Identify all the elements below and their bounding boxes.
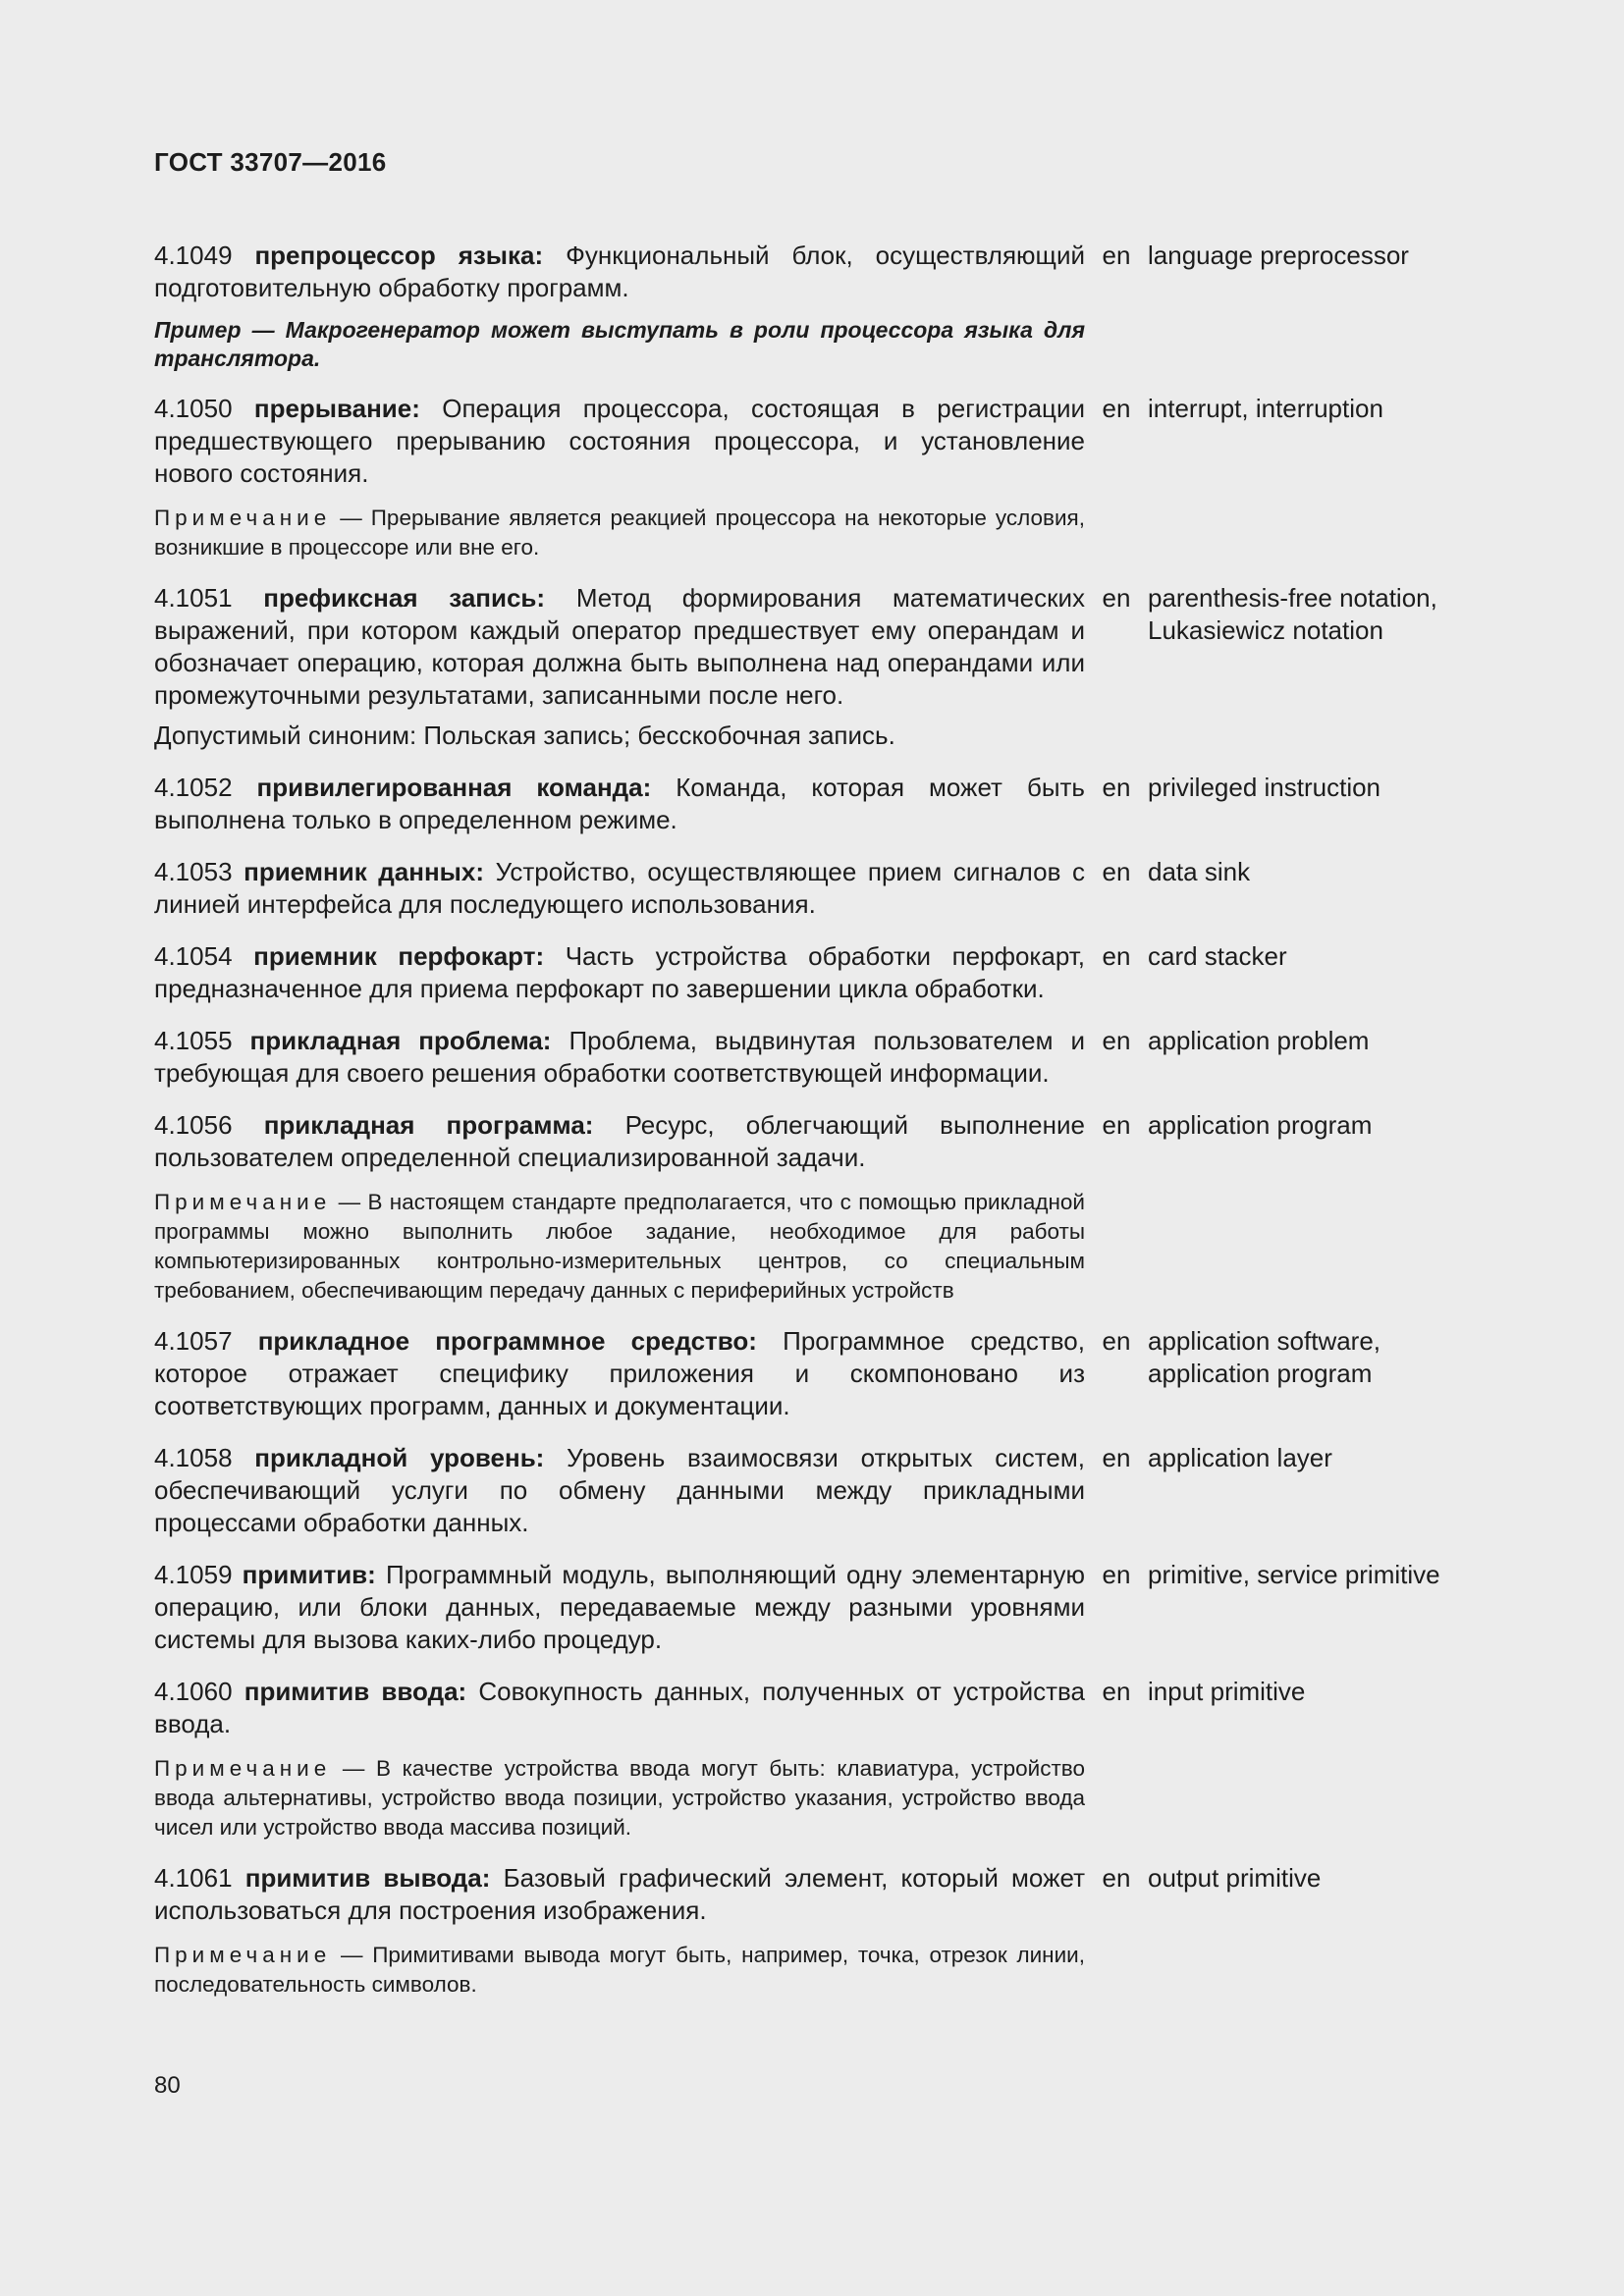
entry-language-code: en: [1102, 1443, 1131, 1472]
term-entry: [154, 772, 1470, 836]
entry-term: препроцессор языка:: [254, 240, 544, 270]
entry-term: примитив вывода:: [244, 1863, 491, 1893]
entry-definition: Базовый графический элемент, который может использоваться для построения изображения.: [154, 1863, 1085, 1925]
entry-definition-paragraph: [154, 1559, 1085, 1656]
entry-english-equivalent: application layer: [1148, 1443, 1332, 1472]
entry-term: префиксная запись:: [263, 583, 546, 613]
entry-english-equivalent: application problem: [1148, 1026, 1370, 1055]
entry-definition: Совокупность данных, полученных от устройства ввода.: [154, 1677, 1085, 1738]
entry-language-code: en: [1102, 394, 1131, 423]
entry-body: [154, 1325, 1085, 1422]
entry-language-code: en: [1102, 1677, 1131, 1706]
entry-definition-paragraph: [154, 856, 1085, 921]
note-text: — В настоящем стандарте предполагается, что с помощью прикладной программы можно выполнить любое задание, необходимое для работы компьютеризированных контрольно-измерительных центров, со специальным требованием, обеспечивающим передачу данных с периферийных устройств: [154, 1190, 1085, 1303]
entry-definition: Устройство, осуществляющее прием сигналов с линией интерфейса для последующего использования.: [154, 857, 1085, 919]
entry-definition-paragraph: [154, 1109, 1085, 1174]
entry-definition: Команда, которая может быть выполнена только в определенном режиме.: [154, 773, 1085, 834]
entry-number: 4.1051: [154, 583, 233, 613]
note-text: — Примитивами вывода могут быть, например, точка, отрезок линии, последовательность символов.: [154, 1943, 1085, 1997]
entry-body: [154, 240, 1085, 373]
entry-term: прикладной уровень:: [254, 1443, 545, 1472]
entry-number: 4.1059: [154, 1560, 233, 1589]
entry-body: [154, 1442, 1085, 1539]
page-number: 80: [154, 2072, 181, 2099]
entry-definition-paragraph: [154, 772, 1085, 836]
entry-note: [154, 1754, 1085, 1842]
entry-language-code: en: [1102, 773, 1131, 802]
entry-definition-paragraph: [154, 582, 1085, 712]
entry-definition: Часть устройства обработки перфокарт, предназначенное для приема перфокарт по завершении цикла обработки.: [154, 941, 1085, 1003]
term-entry: [154, 1676, 1470, 1842]
entry-language-code: en: [1102, 1326, 1131, 1356]
note-label: Примечание: [154, 506, 332, 530]
entry-english-equivalent: language preprocessor: [1148, 240, 1409, 270]
entry-language-code: en: [1102, 1863, 1131, 1893]
entry-note: [154, 504, 1085, 562]
document-header: ГОСТ 33707—2016: [154, 147, 387, 177]
entry-english-equivalent: card stacker: [1148, 941, 1287, 971]
entry-term: примитив ввода:: [244, 1677, 467, 1706]
note-label: Примечание: [154, 1756, 332, 1781]
entry-body: [154, 582, 1085, 752]
entry-body: [154, 393, 1085, 562]
entry-definition: Ресурс, облегчающий выполнение пользователем определенной специализированной задачи.: [154, 1110, 1085, 1172]
entry-definition: Проблема, выдвинутая пользователем и требующая для своего решения обработки соответствующей информации.: [154, 1026, 1085, 1088]
entry-definition: Уровень взаимосвязи открытых систем, обеспечивающий услуги по обмену данными между прикладными процессами обработки данных.: [154, 1443, 1085, 1537]
entry-language-code: en: [1102, 1110, 1131, 1140]
entry-definition: Программное средство, которое отражает специфику приложения и скомпоновано из соответствующих программ, данных и документации.: [154, 1326, 1085, 1420]
entry-number: 4.1053: [154, 857, 233, 886]
entry-definition-paragraph: [154, 1025, 1085, 1090]
entry-body: [154, 1676, 1085, 1842]
entry-term: прикладное программное средство:: [257, 1326, 757, 1356]
term-entry: [154, 856, 1470, 921]
entry-number: 4.1056: [154, 1110, 233, 1140]
note-text: — Прерывание является реакцией процессора на некоторые условия, возникшие в процессоре или вне его.: [154, 506, 1085, 560]
entry-body: [154, 1109, 1085, 1306]
entry-definition-paragraph: [154, 1442, 1085, 1539]
term-entry: [154, 1559, 1470, 1656]
entry-body: [154, 772, 1085, 836]
entry-english-equivalent: parenthesis-free notation, Lukasiewicz notation: [1148, 583, 1437, 645]
entry-definition: Метод формирования математических выражений, при котором каждый оператор предшествует ему операндам и обозначает операцию, которая должна быть выполнена над операндами или промежуточными результатами, записанными после него.: [154, 583, 1085, 710]
entry-body: [154, 1025, 1085, 1090]
term-entry: [154, 1025, 1470, 1090]
term-entry: [154, 1862, 1470, 2000]
entry-english-equivalent: primitive, service primitive: [1148, 1560, 1440, 1589]
entry-definition-paragraph: [154, 940, 1085, 1005]
note-text: — В качестве устройства ввода могут быть: клавиатура, устройство ввода альтернативы, устройство ввода позиции, устройство указания, устройство ввода чисел или устройство ввода массива позиций.: [154, 1756, 1085, 1840]
entry-body: [154, 856, 1085, 921]
entry-definition-paragraph: [154, 240, 1085, 304]
entry-definition: Операция процессора, состоящая в регистрации предшествующего прерыванию состояния процессора, и установление нового состояния.: [154, 394, 1085, 488]
term-entry: [154, 582, 1470, 752]
term-entry: [154, 393, 1470, 562]
entry-note: [154, 1188, 1085, 1306]
entry-definition: Функциональный блок, осуществляющий подготовительную обработку программ.: [154, 240, 1085, 302]
term-entries: [154, 240, 1470, 2019]
term-entry: [154, 1109, 1470, 1306]
entry-definition-paragraph: [154, 1676, 1085, 1740]
entry-note: [154, 1941, 1085, 2000]
term-entry: [154, 1325, 1470, 1422]
entry-term: прикладная программа:: [263, 1110, 594, 1140]
entry-definition-paragraph: [154, 1862, 1085, 1927]
entry-language-code: en: [1102, 1560, 1131, 1589]
note-label: Примечание: [154, 1190, 332, 1214]
entry-english-equivalent: data sink: [1148, 857, 1251, 886]
entry-definition-paragraph: [154, 1325, 1085, 1422]
entry-english-equivalent: input primitive: [1148, 1677, 1306, 1706]
entry-number: 4.1054: [154, 941, 233, 971]
term-entry: [154, 240, 1470, 373]
entry-synonym: Допустимый синоним: Польская запись; бесскобочная запись.: [154, 721, 895, 750]
entry-english-equivalent: privileged instruction: [1148, 773, 1381, 802]
term-entry: [154, 940, 1470, 1005]
entry-term: приемник данных:: [244, 857, 484, 886]
entry-english-equivalent: output primitive: [1148, 1863, 1322, 1893]
entry-english-equivalent: application program: [1148, 1110, 1373, 1140]
term-entry: [154, 1442, 1470, 1539]
entry-term: прерывание:: [253, 394, 420, 423]
entry-number: 4.1050: [154, 394, 233, 423]
entry-number: 4.1060: [154, 1677, 233, 1706]
entry-english-equivalent: application software, application program: [1148, 1326, 1381, 1388]
entry-term: прикладная проблема:: [249, 1026, 552, 1055]
entry-definition: Программный модуль, выполняющий одну элементарную операцию, или блоки данных, передаваемые между разными уровнями системы для вызова каких-либо процедур.: [154, 1560, 1085, 1654]
entry-body: [154, 940, 1085, 1005]
entry-definition-paragraph: [154, 393, 1085, 490]
entry-language-code: en: [1102, 583, 1131, 613]
entry-body: [154, 1862, 1085, 2000]
entry-number: 4.1055: [154, 1026, 233, 1055]
entry-language-code: en: [1102, 240, 1131, 270]
entry-english-equivalent: interrupt, interruption: [1148, 394, 1383, 423]
entry-number: 4.1061: [154, 1863, 233, 1893]
entry-number: 4.1049: [154, 240, 233, 270]
entry-term: примитив:: [242, 1560, 376, 1589]
entry-number: 4.1052: [154, 773, 233, 802]
note-label: Примечание: [154, 1943, 332, 1967]
entry-language-code: en: [1102, 1026, 1131, 1055]
entry-term: привилегированная команда:: [256, 773, 652, 802]
entry-number: 4.1058: [154, 1443, 233, 1472]
entry-term: приемник перфокарт:: [253, 941, 545, 971]
entry-language-code: en: [1102, 857, 1131, 886]
entry-language-code: en: [1102, 941, 1131, 971]
entry-body: [154, 1559, 1085, 1656]
entry-example: Пример — Макрогенератор может выступать в роли процессора языка для транслятора.: [154, 317, 1085, 371]
entry-number: 4.1057: [154, 1326, 233, 1356]
